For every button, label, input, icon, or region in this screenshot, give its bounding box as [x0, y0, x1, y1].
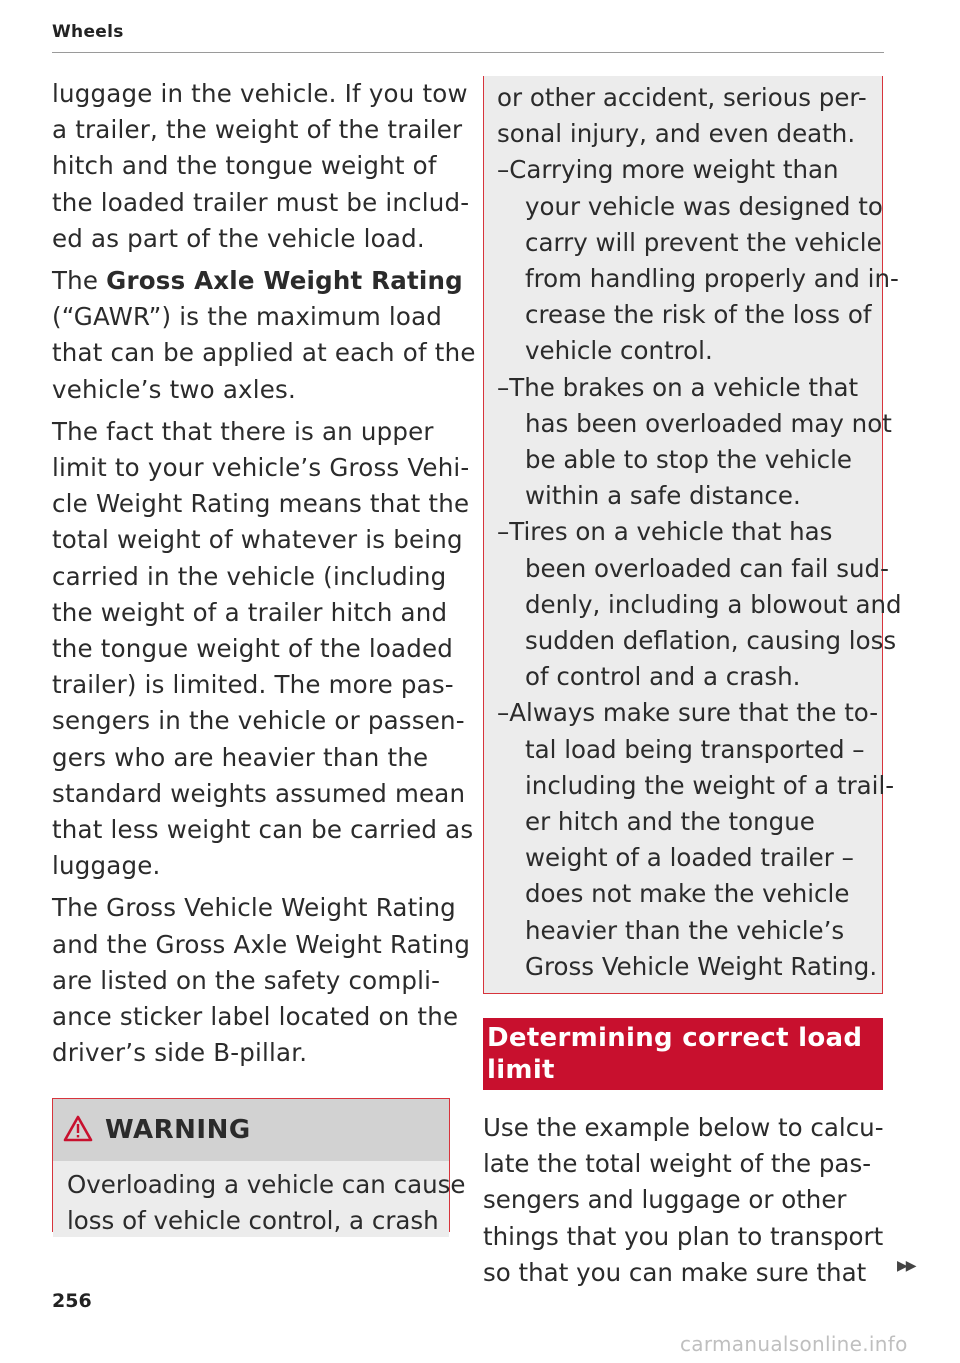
text-line: from handling properly and in-	[525, 264, 899, 294]
page-number: 256	[52, 1290, 92, 1312]
text-line: The fact that there is an upper	[52, 416, 434, 446]
text-line: vehicle’s two axles.	[52, 374, 296, 404]
list-item: –Always make sure that the to-	[497, 698, 879, 728]
section-title-line: Determining correct load	[487, 1023, 863, 1053]
text-line: standard weights assumed mean	[52, 778, 466, 808]
text-line: heavier than the vehicle’s	[525, 915, 845, 945]
list-item: –The brakes on a vehicle that	[497, 372, 859, 402]
header-title: Wheels	[52, 22, 124, 42]
text-line: weight of a loaded trailer –	[525, 843, 854, 873]
text-line: (“GAWR”) is the maximum load	[52, 302, 443, 332]
text-line: the weight of a trailer hitch and	[52, 597, 448, 627]
text-line: carried in the vehicle (including	[52, 561, 447, 591]
text-line: sengers and luggage or other	[483, 1185, 847, 1215]
text-line: crease the risk of the loss of	[525, 300, 872, 330]
text-line: has been overloaded may not	[525, 408, 892, 438]
text-line: be able to stop the vehicle	[525, 445, 852, 475]
text-line: been overloaded can fail sud-	[525, 553, 889, 583]
text-line: denly, including a blowout and	[525, 589, 902, 619]
text-line: limit to your vehicle’s Gross Vehi-	[52, 453, 470, 483]
text-line: luggage.	[52, 851, 161, 881]
list-item: –Carrying more weight than	[497, 155, 839, 185]
text-line: carry will prevent the vehicle	[525, 227, 882, 257]
text-line: gers who are heavier than the	[52, 742, 429, 772]
text-line: including the weight of a trail-	[525, 770, 895, 800]
paragraph-gawr	[52, 263, 476, 408]
section-heading	[483, 1018, 883, 1090]
warning-header	[53, 1099, 449, 1161]
paragraph-vehicle-load	[52, 76, 470, 257]
warning-title: WARNING	[105, 1115, 251, 1145]
warning-continued-text	[497, 80, 902, 985]
text-line: ed as part of the vehicle load.	[52, 223, 425, 253]
text-line: that less weight can be carried as	[52, 815, 474, 845]
next-page-arrow-icon: ▶▶	[897, 1258, 915, 1274]
gawr-prefix: The	[52, 266, 107, 296]
text-line: er hitch and the tongue	[525, 807, 815, 837]
text-line: so that you can make sure that	[483, 1257, 867, 1287]
text-line: within a safe distance.	[525, 481, 801, 511]
text-line: things that you plan to transport	[483, 1221, 884, 1251]
text-line: sonal injury, and even death.	[497, 119, 856, 149]
text-line: loss of vehicle control, a crash	[67, 1206, 439, 1235]
section-body	[483, 1110, 883, 1291]
text-line: the tongue weight of the loaded	[52, 634, 454, 664]
text-line: or other accident, serious per-	[497, 83, 867, 112]
text-line: Overloading a vehicle can cause	[67, 1170, 466, 1199]
paragraph-sticker-location	[52, 890, 471, 1071]
text-line: the loaded trailer must be includ-	[52, 187, 470, 217]
text-line: and the Gross Axle Weight Rating	[52, 929, 471, 959]
text-line: trailer) is limited. The more pas-	[52, 670, 454, 700]
warning-triangle-icon	[63, 1115, 93, 1146]
warning-box	[52, 1098, 466, 1235]
text-line: sudden deflation, causing loss	[525, 626, 897, 656]
text-line: Use the example below to calcu-	[483, 1113, 884, 1142]
text-line: does not make the vehicle	[525, 879, 850, 909]
section-title-line: limit	[487, 1055, 555, 1085]
running-header	[52, 22, 884, 53]
text-line: vehicle control.	[525, 336, 713, 366]
text-line: driver’s side B-pillar.	[52, 1038, 308, 1068]
text-line: total weight of whatever is being	[52, 525, 463, 555]
paragraph-upper-limit	[52, 414, 474, 885]
left-column	[52, 76, 476, 1077]
text-line: ance sticker label located on the	[52, 1002, 459, 1032]
gawr-term: Gross Axle Weight Rating	[106, 266, 463, 296]
text-line: that can be applied at each of the	[52, 338, 476, 368]
text-line: tal load being transported –	[525, 734, 865, 764]
text-line: sengers in the vehicle or passen-	[52, 706, 465, 736]
text-line: late the total weight of the pas-	[483, 1149, 872, 1179]
text-line: cle Weight Rating means that the	[52, 489, 470, 519]
watermark: carmanualsonline.info	[680, 1332, 908, 1356]
text-line: hitch and the tongue weight of	[52, 151, 437, 181]
warning-body	[53, 1161, 466, 1237]
text-line: The Gross Vehicle Weight Rating	[52, 893, 456, 923]
text-line	[52, 263, 463, 299]
text-line: of control and a crash.	[525, 662, 801, 692]
text-line: a trailer, the weight of the trailer	[52, 115, 463, 145]
text-line: are listed on the safety compli-	[52, 965, 441, 995]
text-line: Gross Vehicle Weight Rating.	[525, 951, 878, 981]
text-line: your vehicle was designed to	[525, 191, 883, 221]
text-line: luggage in the vehicle. If you tow	[52, 79, 468, 108]
list-item: –Tires on a vehicle that has	[497, 517, 833, 547]
